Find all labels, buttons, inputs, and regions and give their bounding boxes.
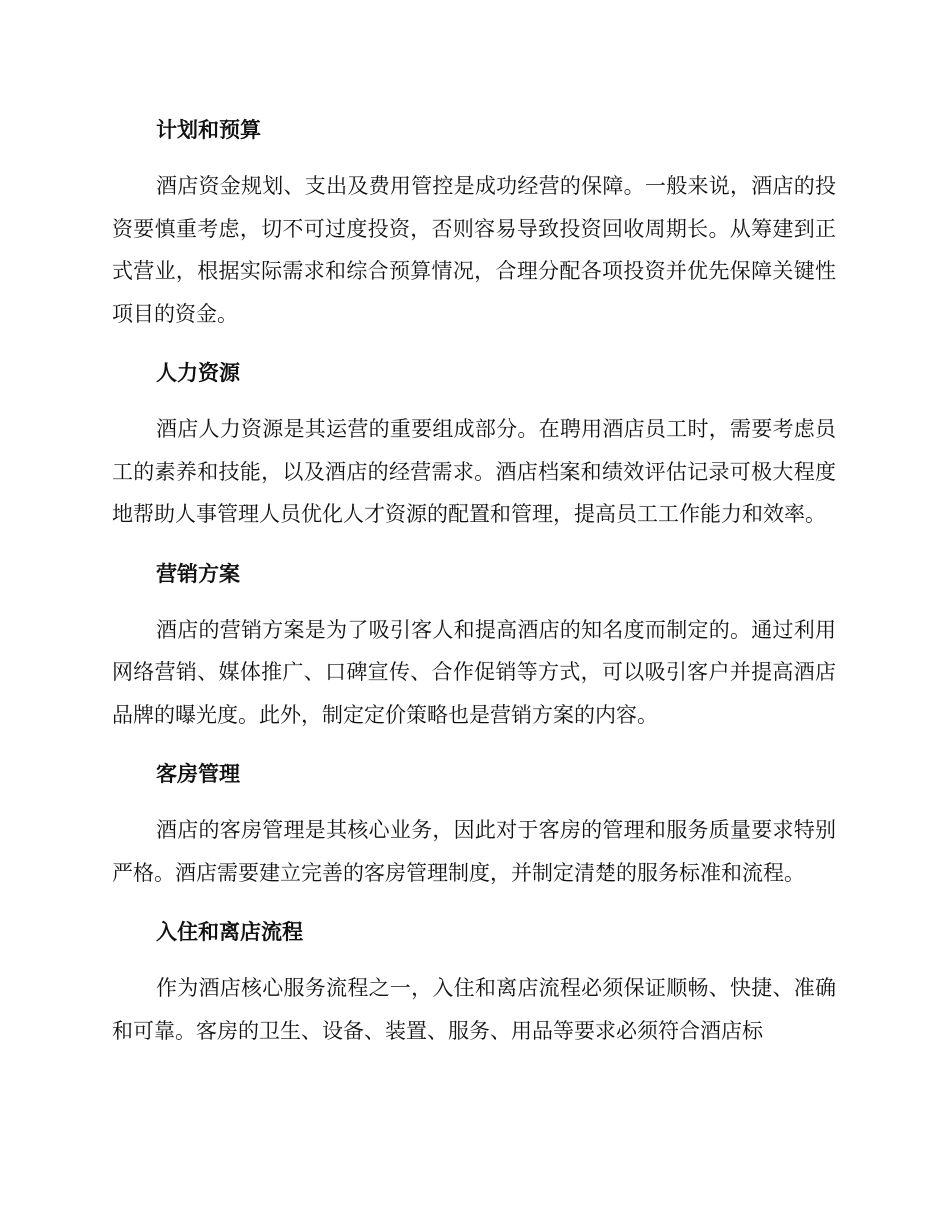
section-heading-checkin-checkout: 入住和离店流程 bbox=[156, 920, 303, 944]
section-paragraph-human-resources: 酒店人力资源是其运营的重要组成部分。在聘用酒店员工时，需要考虑员工的素养和技能，以及酒店的经营需求。酒店档案和绩效评估记录可极大程度地帮助人事管理人员优化人才资源的配置和管理，提高员工工作能力和效率。 bbox=[112, 417, 836, 526]
document-body bbox=[112, 110, 836, 1052]
section-paragraph-budget: 酒店资金规划、支出及费用管控是成功经营的保障。一般来说，酒店的投资要慎重考虑，切不可过度投资，否则容易导致投资回收周期长。从筹建到正式营业，根据实际需求和综合预算情况，合理分配各项投资并优先保障关键性项目的资金。 bbox=[112, 174, 836, 326]
section-heading-human-resources: 人力资源 bbox=[156, 361, 240, 385]
section-paragraph-room-management: 酒店的客房管理是其核心业务，因此对于客房的管理和服务质量要求特别严格。酒店需要建立完善的客房管理制度，并制定清楚的服务标准和流程。 bbox=[112, 818, 836, 885]
section-heading-marketing: 营销方案 bbox=[156, 561, 240, 586]
section-paragraph-checkin-checkout: 作为酒店核心服务流程之一，入住和离店流程必须保证顺畅、快捷、准确和可靠。客房的卫生、设备、装置、服务、用品等要求必须符合酒店标 bbox=[112, 976, 836, 1043]
section-paragraph-marketing: 酒店的营销方案是为了吸引客人和提高酒店的知名度而制定的。通过利用网络营销、媒体推广、口碑宣传、合作促销等方式，可以吸引客户并提高酒店品牌的曝光度。此外，制定定价策略也是营销方案的内容。 bbox=[112, 617, 836, 727]
section-heading-budget: 计划和预算 bbox=[156, 118, 261, 142]
section-heading-room-management: 客房管理 bbox=[156, 762, 240, 786]
